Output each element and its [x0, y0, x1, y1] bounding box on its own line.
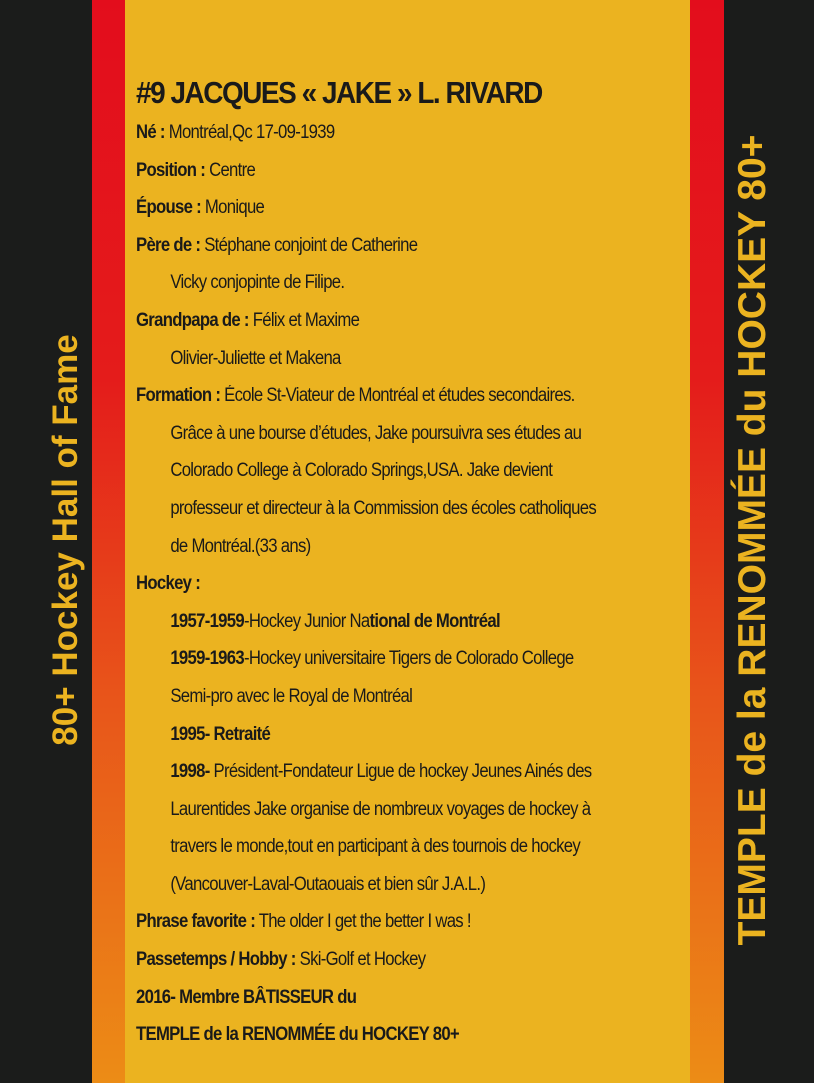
player-name-title: #9 JACQUES « JAKE » L. RIVARD: [136, 75, 542, 110]
birth-value: Montréal,Qc 17-09-1939: [164, 122, 335, 143]
spouse-line: [136, 189, 622, 227]
bio-content: [136, 72, 688, 1054]
hockey-entry-1998-line-2: Laurentides Jake organise de nombreux voyages de hockey à: [170, 798, 591, 820]
position-line: [136, 152, 622, 190]
position-value: Centre: [205, 159, 256, 181]
hockey-text-1959: -Hockey universitaire Tigers de Colorado College: [243, 648, 574, 670]
father-value: Stéphane conjoint de Catherine: [200, 234, 418, 256]
favorite-phrase-label: Phrase favorite :: [136, 911, 256, 933]
father-label: Père de :: [136, 234, 201, 256]
temple-vertical-label: TEMPLE de la RENOMMÉE du HOCKEY 80+: [731, 134, 774, 946]
hall-of-fame-vertical-label: 80+ Hockey Hall of Fame: [46, 334, 85, 746]
formation-line: [136, 377, 622, 415]
hockey-label: Hockey :: [136, 573, 201, 595]
formation-line-2: Grâce à une bourse d’études, Jake poursuivra ses études au: [170, 422, 582, 444]
birth-line: [136, 114, 622, 152]
left-red-stripe: [92, 0, 125, 1083]
formation-label: Formation :: [136, 385, 221, 407]
hockey-year-1959: 1959-1963: [170, 648, 244, 670]
hockey-text-1998: Président-Fondateur Ligue de hockey Jeunes Ainés des: [209, 761, 592, 783]
hockey-entry-1959-line-2: Semi-pro avec le Royal de Montréal: [170, 685, 413, 707]
hockey-text-1957: -Hockey Junior Na: [243, 610, 370, 632]
hockey-entry-1998-line-4: (Vancouver-Laval-Outaouais et bien sûr J.A.L.): [170, 873, 486, 895]
hockey-entry-1957: [136, 603, 622, 641]
builder-member-line-2: TEMPLE de la RENOMMÉE du HOCKEY 80+: [136, 1024, 459, 1046]
formation-line-3: Colorado College à Colorado Springs,USA. Jake devient: [170, 460, 553, 482]
spouse-label: Épouse :: [136, 197, 201, 219]
right-red-stripe: [690, 0, 724, 1083]
hobby-label: Passetemps / Hobby :: [136, 949, 296, 971]
hockey-entry-1998: [136, 753, 622, 791]
formation-line-5: de Montréal.(33 ans): [170, 535, 311, 557]
builder-member-line: 2016- Membre BÂTISSEUR du: [136, 986, 357, 1008]
formation-line-4: professeur et directeur à la Commission des écoles catholiques: [170, 497, 596, 519]
favorite-phrase-line: [136, 903, 622, 941]
hobby-value: Ski-Golf et Hockey: [295, 949, 426, 971]
spouse-value: Monique: [200, 197, 265, 219]
favorite-phrase-value: The older I get the better I was !: [255, 911, 471, 933]
hockey-year-1998: 1998-: [170, 761, 210, 783]
hobby-line: [136, 941, 622, 979]
formation-value: École St-Viateur de Montréal et études secondaires.: [220, 385, 575, 407]
hockey-entry-1959: [136, 640, 622, 678]
birth-label: Né :: [136, 122, 165, 143]
grandpa-label: Grandpapa de :: [136, 309, 249, 331]
father-line: [136, 227, 622, 265]
hockey-entry-1998-line-3: travers le monde,tout en participant à des tournois de hockey: [170, 836, 581, 858]
grandpa-line: [136, 302, 622, 340]
father-line-2: Vicky conjopinte de Filipe.: [170, 272, 345, 294]
hockey-text-1957-bold: tional de Montréal: [369, 610, 500, 632]
hockey-entry-1995: 1995- Retraité: [170, 723, 271, 745]
position-label: Position :: [136, 159, 206, 181]
grandpa-value: Félix et Maxime: [248, 309, 360, 331]
hockey-year-1957: 1957-1959: [170, 610, 244, 632]
grandpa-line-2: Olivier-Juliette et Makena: [170, 347, 341, 369]
